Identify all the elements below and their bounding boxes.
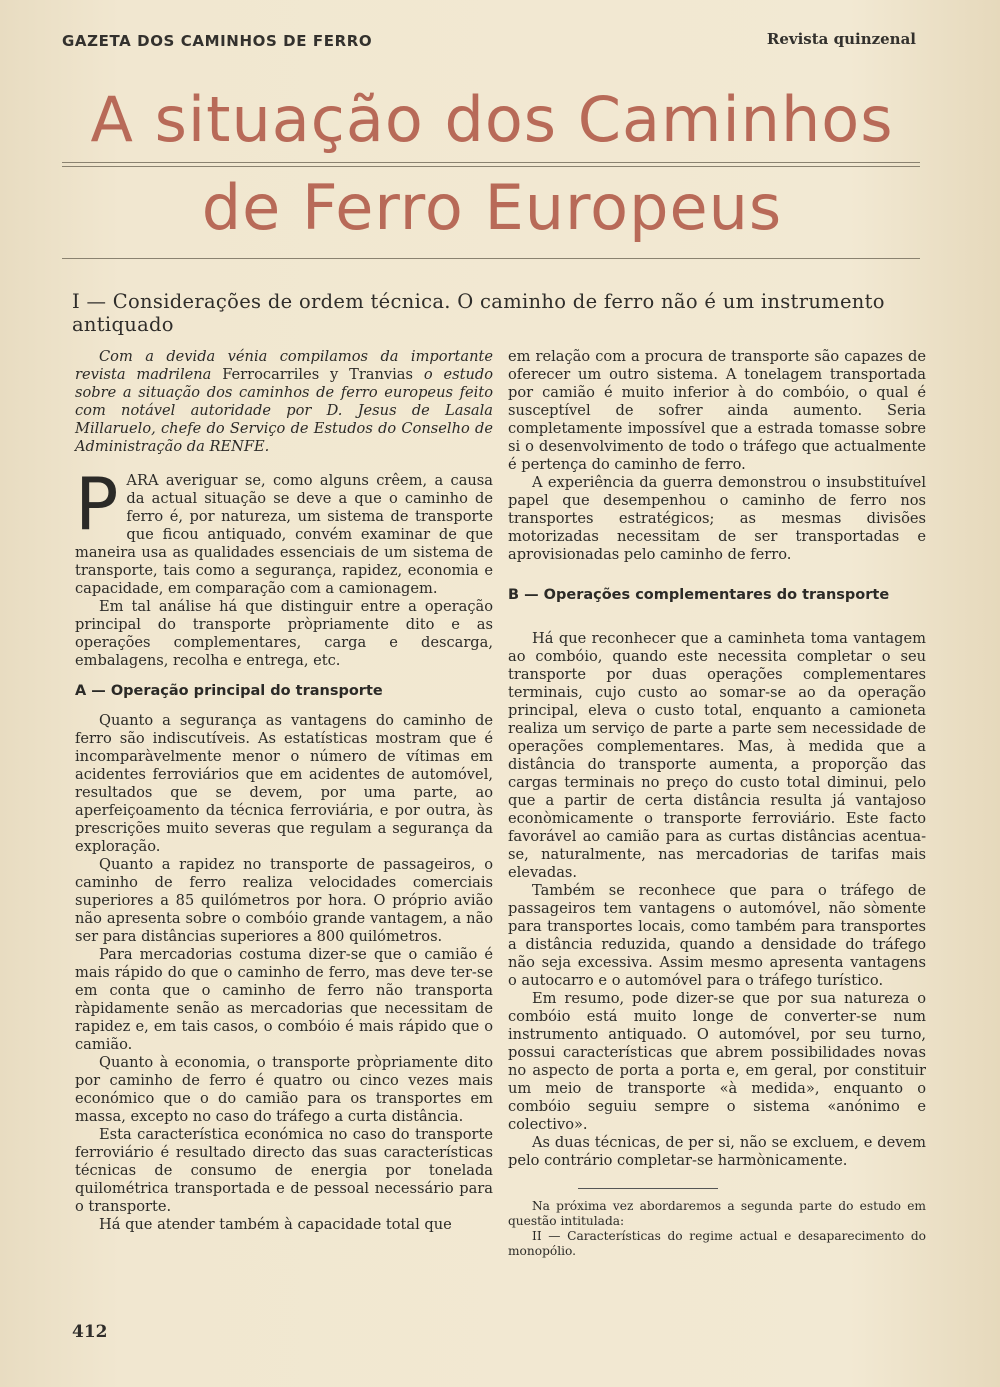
body-paragraph: Esta característica económica no caso do transporte ferroviário é resultado directo das suas características técnicas de consumo de energia por tonelada quilométrica transportada e de pessoal necessário para o transporte. <box>75 1126 493 1215</box>
section-heading-b: B — Operações complementares do transporte <box>508 587 890 603</box>
title-rule-top-double <box>62 166 920 167</box>
article-subtitle: I — Considerações de ordem técnica. O caminho de ferro não é um instrumento antiquado <box>72 290 885 336</box>
editorial-intro <box>75 348 493 456</box>
body-paragraph: Quanto à economia, o transporte pròpriamente dito por caminho de ferro é quatro ou cinco vezes mais económico que o do camião para os transportes em massa, excepto no caso do tráfego a curta distância. <box>75 1054 493 1125</box>
section-spacer <box>508 616 926 630</box>
body-paragraph: Em tal análise há que distinguir entre a operação principal do transporte pròpriamente dito e as operações complementares, carga e descarga, embalagens, recolha e entrega, etc. <box>75 598 493 669</box>
body-paragraph: As duas técnicas, de per si, não se excluem, e devem pelo contrário completar-se harmònicamente. <box>508 1134 926 1169</box>
title-rule-top <box>62 162 920 163</box>
article-title-line-2: de Ferro Europeus <box>201 171 783 244</box>
body-paragraph: A experiência da guerra demonstrou o insubstituível papel que desempenhou o caminho de ferro nos transportes estratégicos; as mesmas divisões motorizadas necessitam de ser transportadas e aprovisionadas pelo caminho de ferro. <box>508 474 926 563</box>
running-header-publication: GAZETA DOS CAMINHOS DE FERRO <box>62 32 373 50</box>
intro-text-1: Com a devida vénia compilamos da importante revista madrilena <box>75 348 493 383</box>
section-heading-a: A — Operação principal do transporte <box>75 683 383 699</box>
footnote-line-2: II — Características do regime actual e desaparecimento do monopólio. <box>508 1229 926 1258</box>
body-paragraph: Também se reconhece que para o tráfego de passageiros tem vantagens o automóvel, não sòmente para transportes locais, como também para transportes a distância reduzida, quando a densidade do tráfego não seja excessiva. Assim mesmo apresenta vantagens o autocarro e o automóvel para o tráfego turístico. <box>508 882 926 989</box>
left-column <box>75 348 493 1234</box>
running-header-frequency: Revista quinzenal <box>766 30 916 48</box>
footnote-rule <box>578 1188 718 1189</box>
body-paragraph: Quanto a segurança as vantagens do caminho de ferro são indiscutíveis. As estatísticas mostram que é incomparàvelmente menor o número de vítimas em acidentes ferroviários que em acidentes de automóvel, resultados que se devem, por uma parte, ao aperfeiçoamento da técnica ferroviária, e por outra, às prescrições muito severas que regulam a segurança da exploração. <box>75 712 493 855</box>
body-paragraph: Há que atender também à capacidade total que <box>99 1216 452 1233</box>
intro-source-name: Ferrocarriles y Tranvias <box>222 366 414 383</box>
body-paragraph: Para mercadorias costuma dizer-se que o camião é mais rápido do que o caminho de ferro, mas deve ter-se em conta que o caminho de ferro não transporta ràpidamente senão as mercadorias que necessitam de rapidez e, em tais casos, o combóio é mais rápido que o camião. <box>75 946 493 1053</box>
article-title-line-1: A situação dos Caminhos <box>90 83 894 156</box>
body-paragraph: Quanto a rapidez no transporte de passageiros, o caminho de ferro realiza velocidades comerciais superiores a 85 quilómetros por hora. O próprio avião não apresenta sobre o combóio grande vantagem, a não ser para distâncias superiores a 800 quilómetros. <box>75 856 493 945</box>
body-paragraph: Em resumo, pode dizer-se que por sua natureza o combóio está muito longe de converter-se num instrumento antiquado. O automóvel, por seu turno, possui características que abrem possibilidades novas no aspecto de porta a porta e, em geral, por constituir um meio de transporte «à medida», enquanto o combóio seguiu sempre o sistema «anónimo e colectivo». <box>508 990 926 1133</box>
body-paragraph-continued: em relação com a procura de transporte são capazes de oferecer um outro sistema. A tonelagem transportada por camião é muito inferior à do combóio, o qual é susceptível de sofrer ainda aumento. Seria completamente impossível que a estrada tomasse sobre si o desenvolvimento de todo o tráfego que actualmente é pertença do caminho de ferro. <box>508 348 926 473</box>
page-number: 412 <box>72 1322 108 1342</box>
drop-cap: P <box>75 462 119 546</box>
intro-text-2: o estudo sobre a situação dos caminhos de ferro europeus feito com notável autoridade por D. Jesus de Lasala Millaruelo, chefe do Serviço de Estudos do Conselho de Administração da RENFE. <box>75 366 493 455</box>
opening-paragraph <box>75 462 493 598</box>
right-column <box>508 348 926 1259</box>
body-paragraph: Há que reconhecer que a caminheta toma vantagem ao combóio, quando este necessita completar o seu transporte por duas operações complementares terminais, cujo custo ao somar-se ao da operação principal, eleva o custo total, enquanto a camioneta realiza um serviço de parte a parte sem necessidade de operações complementares. Mas, à medida que a distância do transporte aumenta, a proporção das cargas terminais no preço do custo total diminui, pelo que a partir de certa distância resulta já vantajoso econòmicamente o transporte ferroviário. Este facto favorável ao camião para as curtas distâncias acentua-se, naturalmente, nas mercadorias de tarifas mais elevadas. <box>508 630 926 881</box>
title-rule-bottom <box>62 258 920 259</box>
opening-paragraph-text: ARA averiguar se, como alguns crêem, a causa da actual situação se deve a que o caminho de ferro é, por natureza, um sistema de transporte que ficou antiquado, convém examinar de que maneira usa as qualidades essenciais de um sistema de transporte, tais como a segurança, rapidez, economia e capacidade, em comparação com a camionagem. <box>75 472 493 597</box>
footnote-line-1: Na próxima vez abordaremos a segunda parte do estudo em questão intitulada: <box>508 1199 926 1228</box>
